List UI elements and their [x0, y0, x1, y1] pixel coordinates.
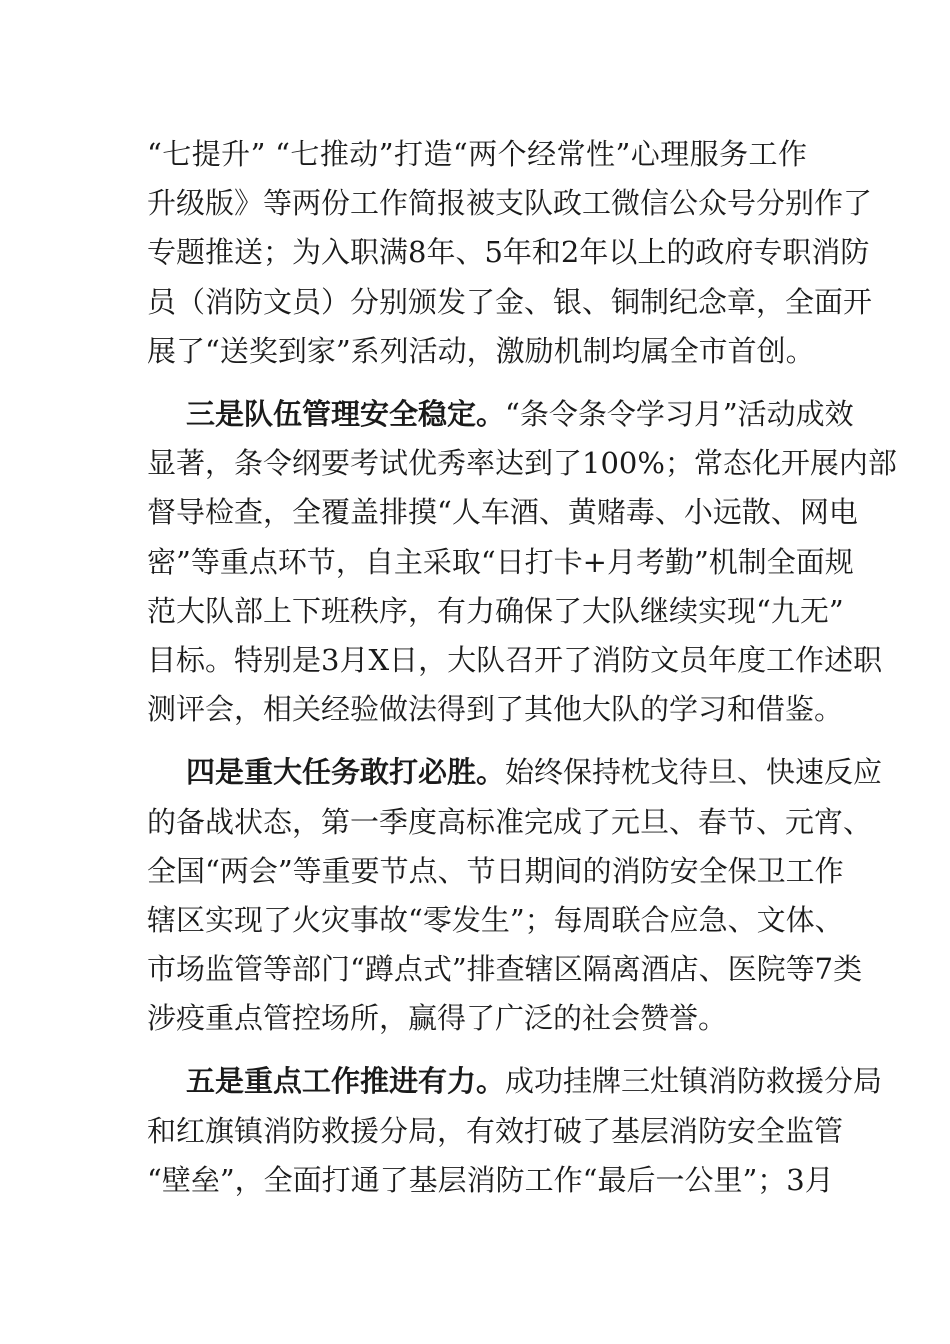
paragraph-heading: 三是队伍管理安全稳定。	[186, 397, 506, 431]
text-line: “七提升” “七推动”打造“两个经常性”心理服务工作	[147, 137, 807, 171]
paragraph-first-line	[186, 755, 883, 789]
text-line: 督导检查，全覆盖排摸“人车酒、黄赌毒、小远散、网电	[147, 495, 858, 529]
text-line: 市场监管等部门“蹲点式”排查辖区隔离酒店、医院等7类	[147, 952, 863, 986]
text-line: 升级版》等两份工作简报被支队政工微信公众号分别作了	[147, 186, 873, 220]
paragraph-text: 成功挂牌三灶镇消防救援分局	[505, 1064, 883, 1098]
text-line: 目标。特别是3月X日，大队召开了消防文员年度工作述职	[147, 643, 883, 677]
text-line: 和红旗镇消防救援分局，有效打破了基层消防安全监管	[147, 1114, 844, 1148]
text-line: 密”等重点环节，自主采取“日打卡+月考勤”机制全面规	[147, 545, 854, 579]
text-line: 的备战状态，第一季度高标准完成了元旦、春节、元宵、	[147, 805, 873, 839]
text-line: “壁垒”，全面打通了基层消防工作“最后一公里”；3月	[147, 1163, 834, 1197]
text-line: 展了“送奖到家”系列活动，激励机制均属全市首创。	[147, 334, 815, 368]
paragraph-text: 始终保持枕戈待旦、快速反应	[505, 755, 883, 789]
text-line: 范大队部上下班秩序，有力确保了大队继续实现“九无”	[147, 594, 844, 628]
paragraph-first-line	[186, 397, 854, 431]
text-line: 员（消防文员）分别颁发了金、银、铜制纪念章，全面开	[147, 285, 873, 319]
text-line: 涉疫重点管控场所，赢得了广泛的社会赞誉。	[147, 1001, 728, 1035]
text-line: 专题推送；为入职满8年、5年和2年以上的政府专职消防	[147, 235, 870, 269]
text-line: 辖区实现了火灾事故“零发生”；每周联合应急、文体、	[147, 903, 844, 937]
paragraph-heading: 五是重点工作推进有力。	[186, 1064, 506, 1098]
text-line: 全国“两会”等重要节点、节日期间的消防安全保卫工作	[147, 854, 844, 888]
text-line: 测评会，相关经验做法得到了其他大队的学习和借鉴。	[147, 692, 844, 726]
paragraph-heading: 四是重大任务敢打必胜。	[186, 755, 506, 789]
text-line: 显著，条令纲要考试优秀率达到了100%；常态化开展内部	[147, 446, 897, 480]
paragraph-text: “条令条令学习月”活动成效	[505, 397, 854, 431]
paragraph-first-line	[186, 1064, 883, 1098]
